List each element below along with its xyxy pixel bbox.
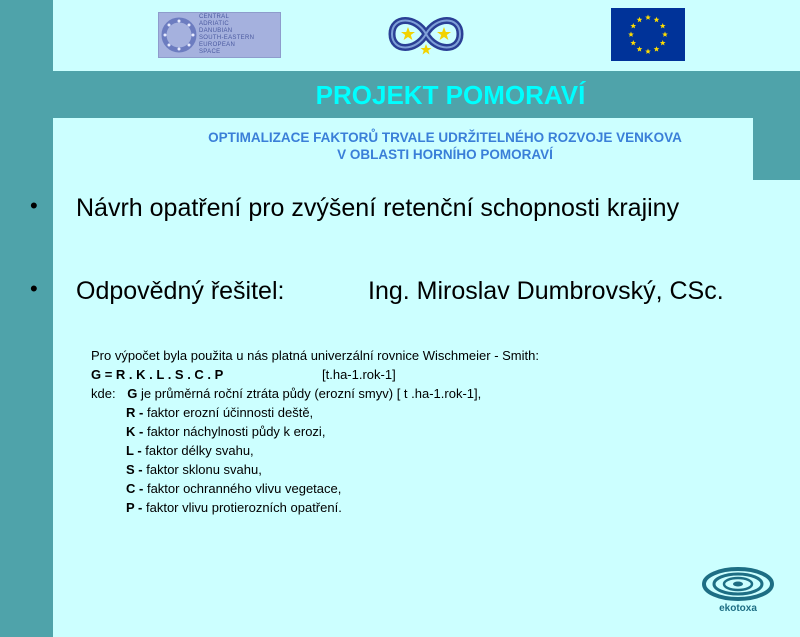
left-accent-bar [0,0,53,637]
factor-description: faktor erozní účinnosti deště, [143,405,314,420]
eu-flag-icon [611,8,685,61]
factor-r [91,403,539,422]
subtitle-line-1: OPTIMALIZACE FAKTORŮ TRVALE UDRŽITELNÉHO ROZVOJE VENKOVA [208,130,682,145]
factor-symbol: R - [126,405,144,420]
g-symbol: G [127,386,138,401]
formula-kde-line [91,384,539,403]
eu-star-icon [662,32,668,37]
eu-star-icon [645,49,651,54]
ekotoxa-logo [700,566,776,618]
cadses-text-6: SPACE [199,49,221,55]
slide-title: PROJEKT POMORAVÍ [315,80,586,110]
cadses-logo [158,12,281,58]
factor-p [91,498,539,517]
factor-description: faktor ochranného vlivu vegetace, [143,481,342,496]
formula-block [91,346,539,517]
cadses-text-3: DANUBIAN [199,28,233,34]
formula-equation: G = R . K . L . S . C . P [91,367,224,382]
bullet-item-1-text: Návrh opatření pro zvýšení retenční schopnosti krajiny [76,194,680,222]
cadses-text-2: ADRIATIC [199,21,229,27]
cadses-logo-icon [159,13,199,57]
factor-symbol: K - [126,424,144,439]
eu-star-icon [637,46,643,51]
factor-description: faktor náchylnosti půdy k erozi, [143,424,326,439]
factor-c [91,479,539,498]
eu-star-icon [654,17,660,22]
factor-description: faktor délky svahu, [141,443,254,458]
eu-star-icon [637,17,643,22]
formula-intro: Pro výpočet byla použita u nás platná univerzální rovnice Wischmeier - Smith: [91,348,539,363]
cadses-text-1: CENTRAL [199,14,230,20]
ekotoxa-text: ekotoxa [719,603,757,614]
kde-prefix: kde: [91,386,116,401]
factor-l [91,441,539,460]
factor-description: faktor vlivu protierozních opatření. [142,500,342,515]
factor-symbol: P - [126,500,143,515]
right-accent-strip [753,118,800,180]
factor-symbol: L - [126,443,142,458]
bullet-item-2-label: Odpovědný řešitel: [76,277,285,305]
infinity-star-logo-icon [386,10,466,58]
bullet-dot-icon: • [30,276,38,301]
formula-equation-line [91,365,539,384]
factor-symbol: S - [126,462,143,477]
bullet-item-2-value: Ing. Miroslav Dumbrovský, CSc. [368,277,724,305]
formula-units: [t.ha-1.rok-1] [322,367,396,382]
factor-k [91,422,539,441]
eu-star-icon [630,40,636,45]
eu-star-icon [630,23,636,28]
factor-description: faktor sklonu svahu, [142,462,262,477]
subtitle-line-2: V OBLASTI HORNÍHO POMORAVÍ [337,147,553,162]
eu-star-icon [660,40,666,45]
cadses-text-5: EUROPEAN [199,42,236,48]
ekotoxa-logo-icon [700,566,776,606]
factor-s [91,460,539,479]
cadses-text-4: SOUTH-EASTERN [199,35,255,41]
eu-star-icon [645,15,651,20]
bullet-dot-icon: • [30,193,38,218]
eu-star-icon [654,46,660,51]
g-description: je průměrná roční ztráta půdy (erozní smyv) [ t .ha-1.rok-1], [137,386,482,401]
eu-star-icon [660,23,666,28]
slide-subtitle [150,129,740,163]
eu-star-icon [628,32,634,37]
factor-symbol: C - [126,481,144,496]
